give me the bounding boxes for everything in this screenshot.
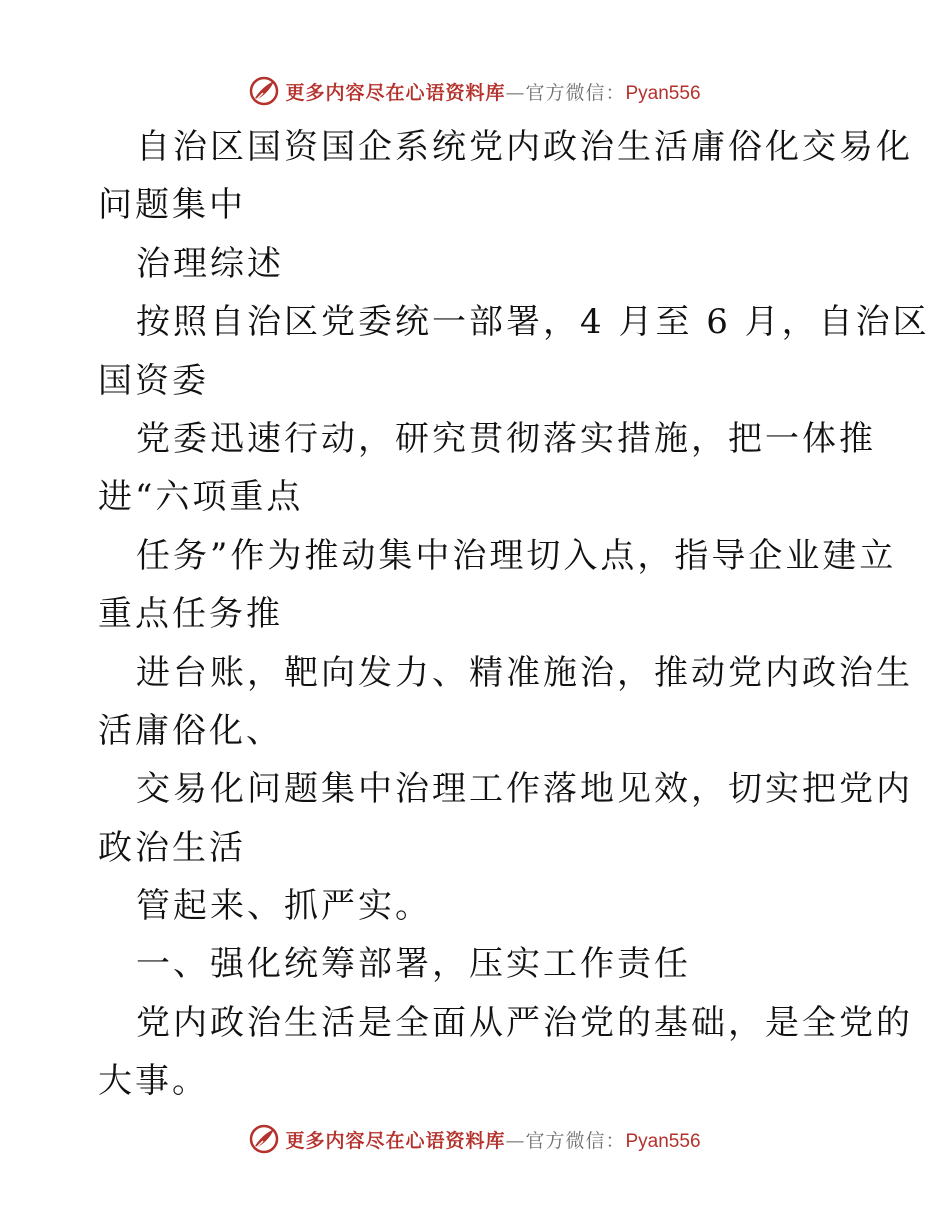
banner-main-text: 更多内容尽在心语资料库 bbox=[285, 1129, 506, 1152]
banner-sub-text: 官方微信： bbox=[525, 1129, 626, 1152]
paragraph-line: 重点任务推 bbox=[98, 594, 283, 635]
quill-logo-icon bbox=[249, 76, 279, 106]
paragraph-line: 大事。 bbox=[98, 1061, 209, 1102]
paragraph-line: 进台账，靶向发力、精准施治，推动党内政治生 bbox=[136, 652, 913, 693]
paragraph-line: 按照自治区党委统一部署，4 月至 6 月，自治区 bbox=[136, 302, 930, 343]
paragraph-line: 政治生活 bbox=[98, 827, 246, 868]
section-heading: 一、强化统筹部署，压实工作责任 bbox=[136, 944, 691, 985]
paragraph-line: 进“六项重点 bbox=[98, 477, 304, 518]
paragraph-line: 活庸俗化、 bbox=[98, 710, 283, 751]
paragraph-line: 管起来、抓严实。 bbox=[136, 886, 432, 927]
paragraph-line: 任务”作为推动集中治理切入点，指导企业建立 bbox=[136, 535, 897, 576]
document-title-line-1: 自治区国资国企系统党内政治生活庸俗化交易化 bbox=[136, 127, 913, 167]
paragraph-line: 交易化问题集中治理工作落地见效，切实把党内 bbox=[136, 769, 913, 810]
header-watermark bbox=[0, 74, 950, 108]
quill-logo-icon bbox=[249, 1124, 279, 1154]
banner-dash: — bbox=[505, 1129, 526, 1152]
paragraph-line: 国资委 bbox=[98, 360, 209, 401]
document-body bbox=[98, 118, 930, 1111]
banner-main-text: 更多内容尽在心语资料库 bbox=[285, 81, 506, 104]
banner-sub-text: 官方微信： bbox=[525, 81, 626, 104]
banner-wechat-id: Pyan556 bbox=[625, 1130, 701, 1152]
paragraph-line: 党委迅速行动，研究贯彻落实措施，把一体推 bbox=[136, 418, 876, 459]
banner-dash: — bbox=[505, 81, 526, 104]
footer-watermark bbox=[0, 1122, 950, 1156]
banner-wechat-id: Pyan556 bbox=[625, 82, 701, 104]
document-title-line-3: 治理综述 bbox=[136, 243, 284, 284]
document-title-line-2: 问题集中 bbox=[98, 185, 246, 226]
paragraph-line: 党内政治生活是全面从严治党的基础，是全党的 bbox=[136, 1002, 913, 1043]
